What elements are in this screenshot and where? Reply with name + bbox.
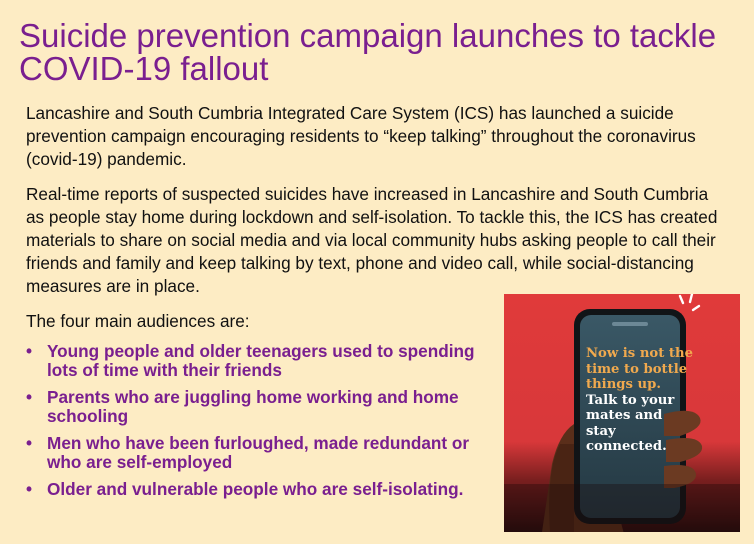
campaign-image — [504, 294, 740, 532]
bullet-icon: • — [26, 387, 33, 407]
audience-item-text: Men who have been furloughed, made redundant or who are self-employed — [47, 433, 470, 472]
details-paragraph: Real-time reports of suspected suicides have increased in Lancashire and South Cumbria as people stay home during lockdown and self-isolation. To tackle this, the ICS has created materials to share on social media and via local community hubs asking people to call their friends and family and keep talking by text, phone and video call, while social-distancing measures are in place. — [26, 184, 718, 296]
bullet-icon: • — [26, 433, 33, 453]
audience-item — [26, 480, 506, 499]
audience-list — [26, 342, 506, 507]
campaign-message-highlight: Now is not the time to bottle things up. — [586, 346, 693, 392]
audiences-lead-in: The four main audiences are: — [26, 311, 250, 331]
audience-item-text: Parents who are juggling home working and home schooling — [47, 387, 459, 426]
campaign-message-main: Talk to your mates and stay connected. — [586, 392, 675, 454]
audience-item — [26, 434, 506, 472]
audience-item-text: Young people and older teenagers used to spending lots of time with their friends — [47, 341, 475, 380]
article-title: Suicide prevention campaign launches to tackle COVID-19 fallout — [19, 17, 717, 87]
audience-item — [26, 388, 506, 426]
audience-item-text: Older and vulnerable people who are self-isolating. — [47, 479, 464, 499]
campaign-message — [586, 346, 696, 455]
audience-item — [26, 342, 506, 380]
intro-paragraph: Lancashire and South Cumbria Integrated Care System (ICS) has launched a suicide prevention campaign encouraging residents to “keep talking” throughout the coronavirus (covid-19) pandemic. — [26, 103, 696, 169]
bullet-icon: • — [26, 479, 33, 499]
phone-speaker — [612, 322, 648, 326]
bullet-icon: • — [26, 341, 33, 361]
